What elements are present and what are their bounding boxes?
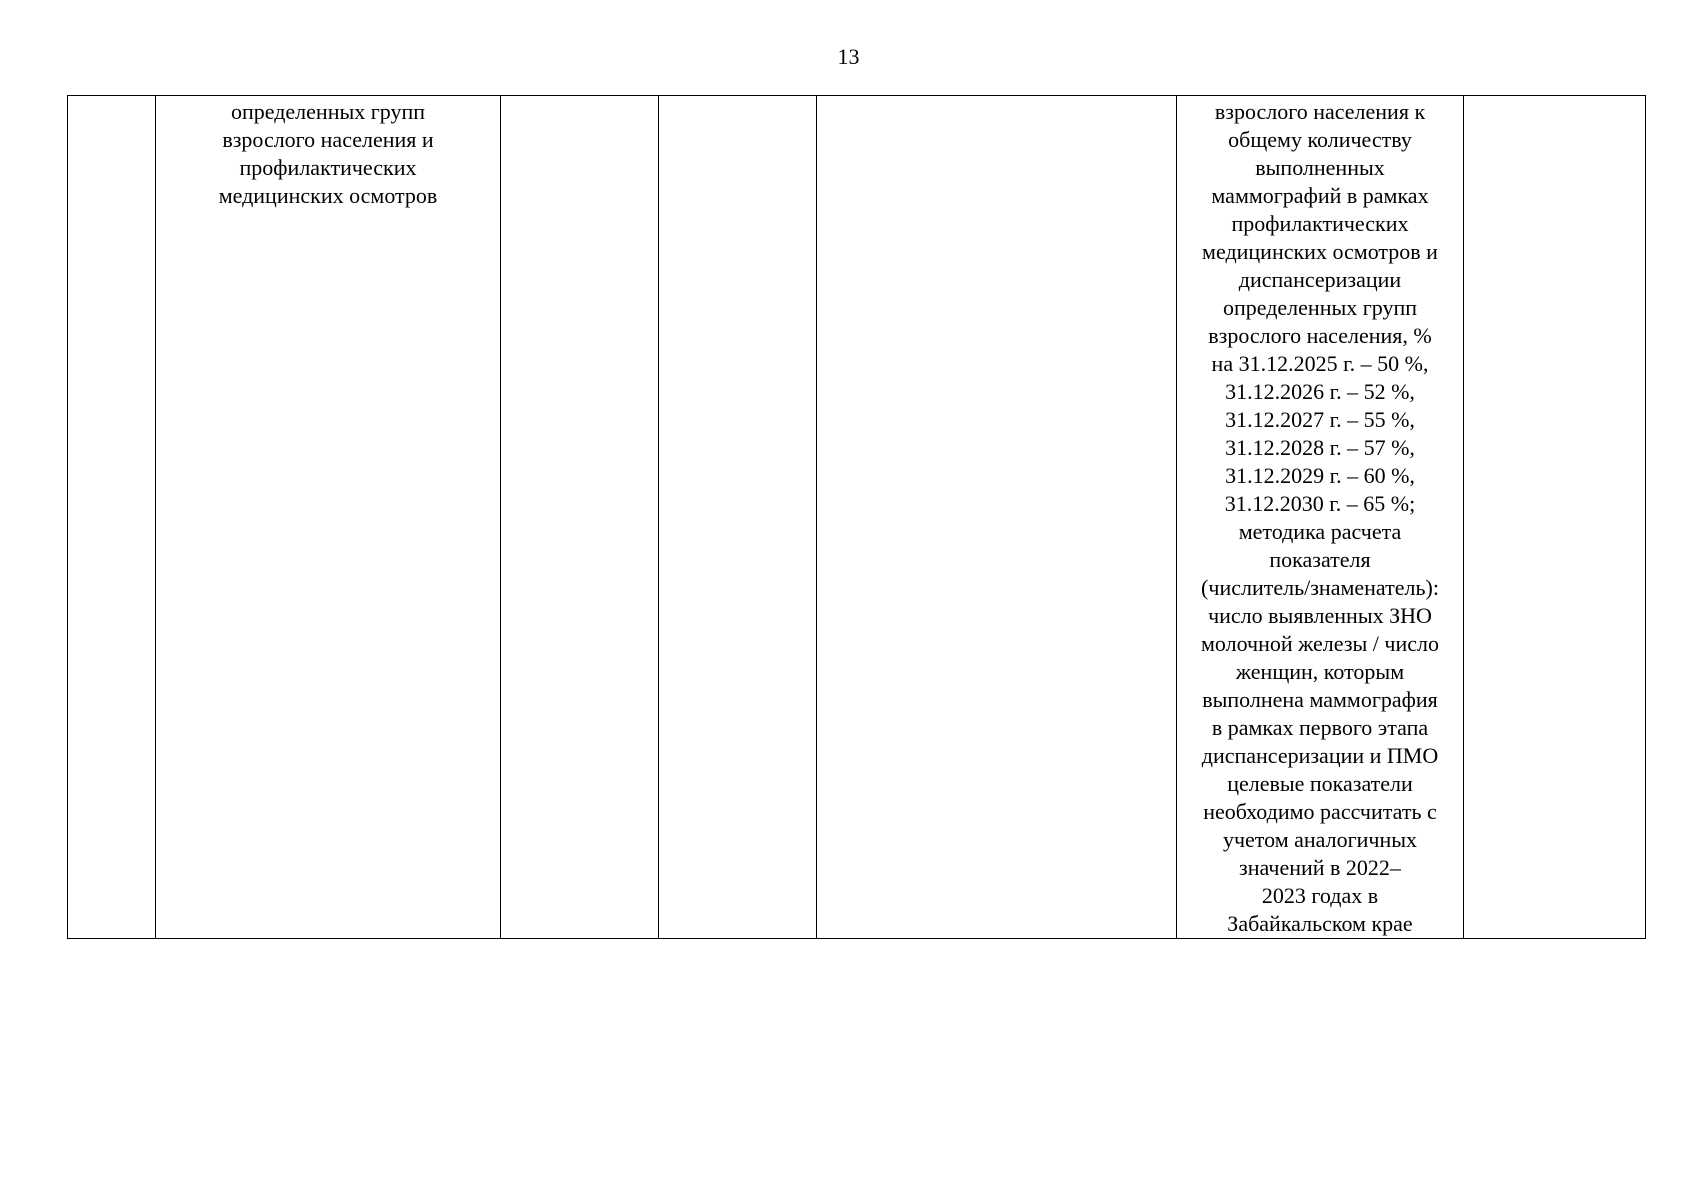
cell-text-line: число выявленных ЗНО [1208,603,1432,628]
cell-text-line: выполнена маммография [1202,687,1438,712]
cell-text-line: профилактических [239,155,417,180]
cell-text-line: диспансеризации и ПМО [1201,743,1439,768]
cell-text-line: необходимо рассчитать с [1203,799,1437,824]
document-table [67,95,1646,939]
cell-text-line: определенных групп [230,99,426,124]
cell-text-line: целевые показатели [1227,771,1413,796]
cell-text-line: взрослого населения и [222,127,434,152]
table-cell-col5 [817,96,1177,939]
table-cell-col3 [501,96,659,939]
table-cell-col6 [1177,96,1464,939]
cell-text-line: 31.12.2026 г. – 52 %, [1225,379,1415,404]
table-row [68,96,1646,939]
cell-text-line: учетом аналогичных [1222,827,1418,852]
cell-text-line: Забайкальском крае [1227,911,1413,936]
cell-text-line: 2023 годах в [1261,883,1379,908]
cell-text-line: показателя [1269,547,1371,572]
cell-text-line: маммографий в рамках [1211,183,1429,208]
table-cell-col7 [1464,96,1646,939]
cell-text-line: определенных групп [1222,295,1418,320]
cell-text-line: 31.12.2028 г. – 57 %, [1225,435,1415,460]
cell-text-line: в рамках первого этапа [1211,715,1429,740]
cell-text-line: женщин, которым [1235,659,1405,684]
cell-text-line: 31.12.2030 г. – 65 %; [1224,491,1416,516]
cell-text-line: медицинских осмотров и [1202,239,1438,264]
cell-text-line: на 31.12.2025 г. – 50 %, [1211,351,1429,376]
cell-text-line: медицинских осмотров [218,183,438,208]
cell-text-line: методика расчета [1238,519,1402,544]
table-cell-col1 [68,96,156,939]
cell-text-line: значений в 2022– [1239,855,1401,880]
cell-text-line: 31.12.2029 г. – 60 %, [1225,463,1415,488]
cell-text-line: общему количеству [1228,127,1412,152]
page-number: 13 [837,44,860,69]
cell-text-line: профилактических [1231,211,1409,236]
cell-text-line: выполненных [1255,155,1385,180]
cell-text-line: взрослого населения, % [1208,323,1432,348]
cell-text-line: диспансеризации [1238,267,1402,292]
cell-text-line: молочной железы / число [1200,631,1439,656]
cell-text-line: 31.12.2027 г. – 55 %, [1225,407,1415,432]
cell-text-line: взрослого населения к [1214,99,1426,124]
table-cell-col4 [659,96,817,939]
cell-text-line: (числитель/знаменатель): [1201,575,1439,600]
table-cell-col2 [156,96,501,939]
